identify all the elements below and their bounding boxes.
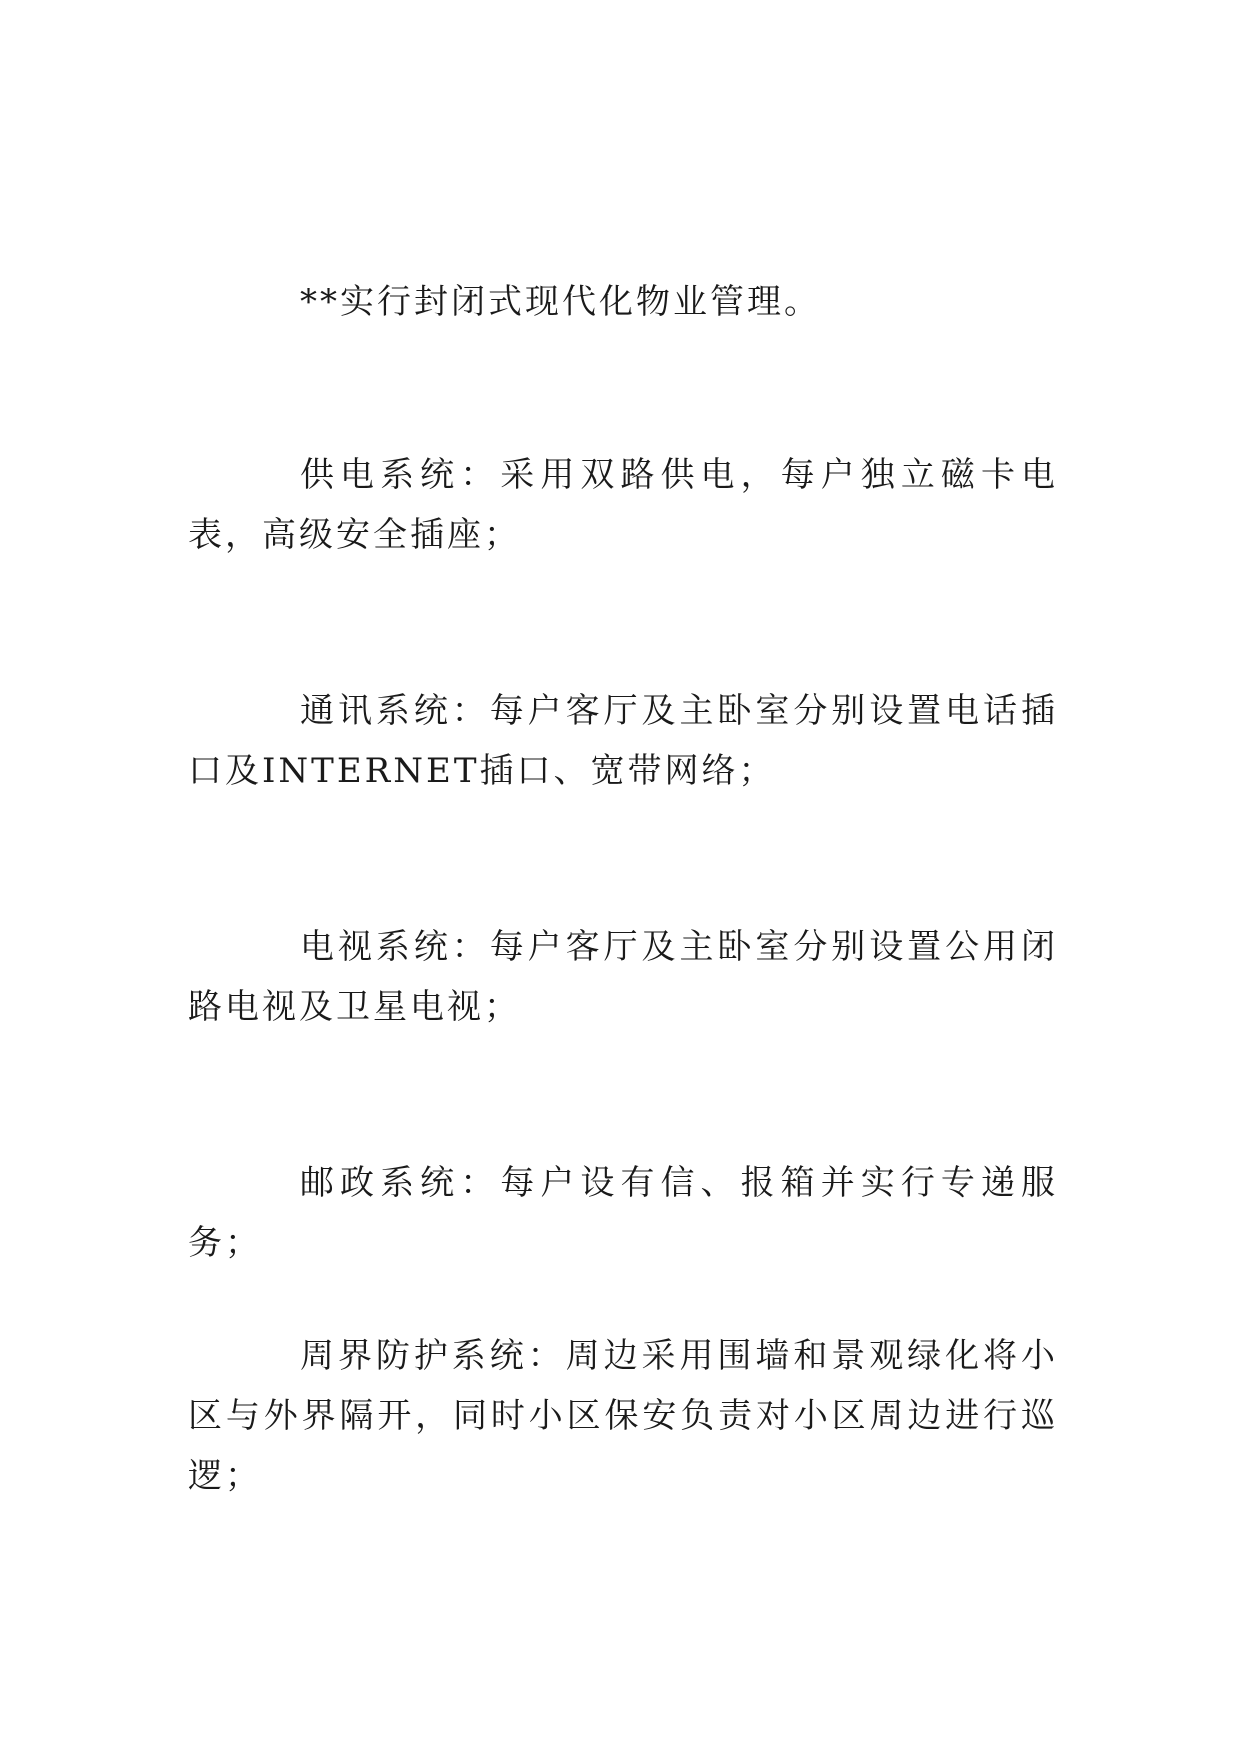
paragraph-communication-system: 通讯系统：每户客厅及主卧室分别设置电话插口及INTERNET插口、宽带网络； — [188, 691, 1058, 791]
paragraph-television-system: 电视系统：每户客厅及主卧室分别设置公用闭路电视及卫星电视； — [188, 927, 1058, 1027]
paragraph-postal-system: 邮政系统：每户设有信、报箱并实行专递服务； — [188, 1163, 1058, 1263]
paragraph-power-supply-system: 供电系统：采用双路供电，每户独立磁卡电表，高级安全插座； — [188, 455, 1058, 555]
paragraph-perimeter-protection-system: 周界防护系统：周边采用围墙和景观绿化将小区与外界隔开，同时小区保安负责对小区周边进行巡逻； — [188, 1336, 1058, 1496]
paragraph-property-management: **实行封闭式现代化物业管理。 — [300, 282, 821, 322]
